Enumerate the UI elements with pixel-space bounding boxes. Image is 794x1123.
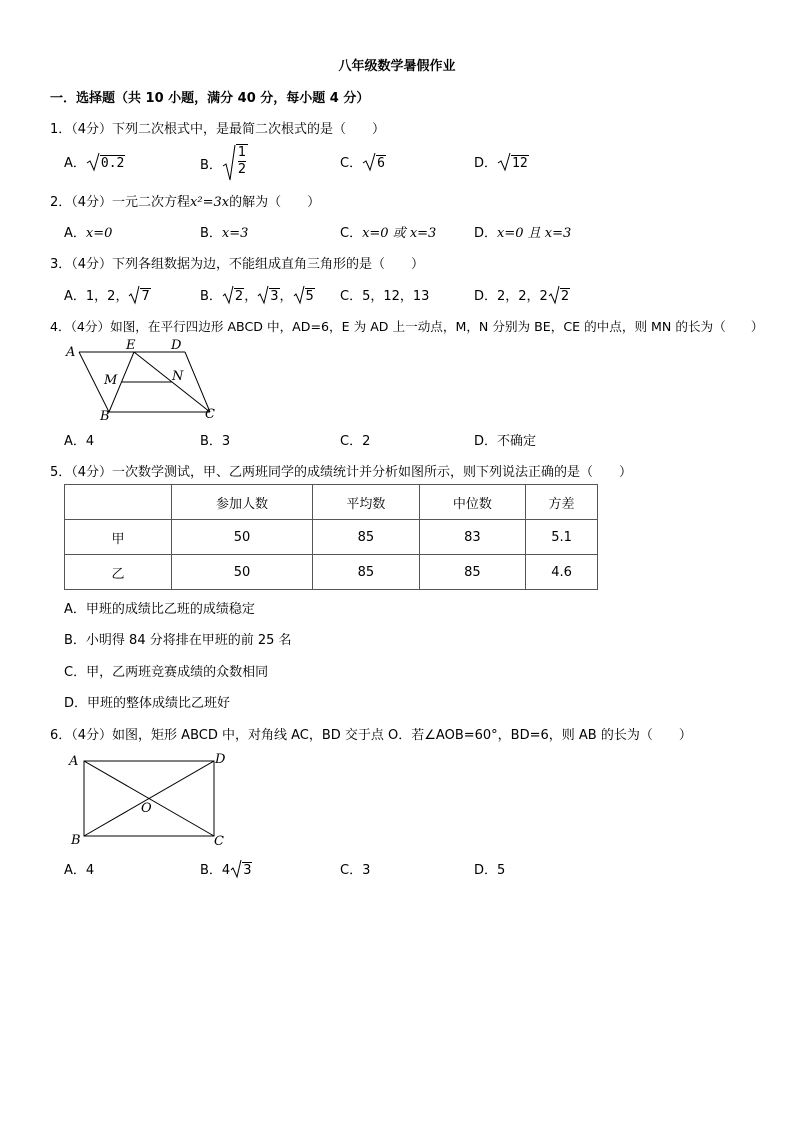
option-letter: C． — [340, 156, 363, 171]
sqrt-symbol — [548, 285, 560, 305]
option-letter: D． — [474, 863, 498, 878]
q1-option-c[interactable] — [340, 152, 386, 172]
label-m: M — [104, 373, 118, 388]
option-letter: A． — [64, 863, 86, 878]
q5-option-c[interactable]: C．甲，乙两班竞赛成绩的众数相同 — [64, 665, 269, 680]
option-letter: C． — [340, 863, 363, 878]
table-row — [65, 520, 598, 555]
separator: ， — [244, 289, 258, 304]
edge-dc — [185, 352, 210, 412]
q3-option-a[interactable] — [64, 285, 151, 305]
option-letter: A． — [64, 156, 86, 171]
option-text: 3 — [362, 863, 371, 878]
table-cell: 83 — [419, 520, 526, 555]
q4-parallelogram-figure — [60, 338, 225, 423]
q4-option-b[interactable] — [200, 430, 230, 449]
sqrt-symbol — [128, 285, 140, 305]
option-letter: D． — [474, 289, 498, 304]
sqrt-symbol — [362, 152, 386, 172]
option-letter: D． — [474, 156, 498, 171]
label-n: N — [172, 369, 184, 384]
label-b: B — [100, 409, 110, 423]
radicand: 6 — [377, 156, 385, 171]
radicand: 7 — [141, 289, 150, 304]
option-letter: D． — [474, 226, 498, 241]
sqrt-symbol — [497, 152, 529, 172]
option-text: x=0 或 x=3 — [362, 226, 437, 241]
q6-option-b[interactable] — [200, 859, 252, 879]
sqrt-symbol — [230, 859, 242, 879]
option-letter: C． — [340, 434, 363, 449]
table-cell: 85 — [419, 555, 526, 590]
q5-option-a[interactable]: A．甲班的成绩比乙班的成绩稳定 — [64, 602, 255, 617]
q3-option-d[interactable] — [474, 285, 570, 305]
label-b: B — [71, 833, 81, 848]
option-prefix: 4 — [221, 863, 231, 878]
option-prefix: 2，2，2 — [497, 289, 548, 304]
sqrt-symbol — [222, 285, 234, 305]
q4-stem: 4．（4分）如图，在平行四边形 ABCD 中，AD=6，E 为 AD 上一动点，M，N 分别为 BE，CE 的中点，则 MN 的长为（ ） — [50, 319, 764, 334]
q3-option-c[interactable] — [340, 285, 429, 304]
q2-option-b[interactable] — [200, 222, 248, 241]
option-letter: A． — [64, 226, 86, 241]
q1-stem: 1．（4分）下列二次根式中，是最简二次根式的是（ ） — [50, 122, 386, 137]
radicand: 3 — [243, 863, 252, 878]
option-text: 2 — [362, 434, 371, 449]
label-d: D — [171, 338, 182, 353]
table-cell: 50 — [172, 555, 313, 590]
q6-stem: 6．（4分）如图，矩形 ABCD 中，对角线 AC，BD 交于点 O．若∠AOB=60°，BD=6，则 AB 的长为（ ） — [50, 728, 692, 743]
table-cell: 5.1 — [526, 520, 598, 555]
page-title: 八年级数学暑假作业 — [338, 59, 456, 74]
q6-option-d[interactable] — [474, 859, 505, 878]
radicand: 0.2 — [100, 156, 125, 171]
option-text: 不确定 — [497, 434, 537, 449]
q5-option-b[interactable]: B．小明得 84 分将排在甲班的前 25 名 — [64, 633, 292, 648]
q2-option-c[interactable] — [340, 222, 436, 241]
option-letter: A． — [64, 434, 86, 449]
radicand: 5 — [305, 289, 314, 304]
table-cell: 4.6 — [526, 555, 598, 590]
radicand: 3 — [270, 289, 279, 304]
option-letter: B． — [200, 226, 222, 241]
option-text: x=0 — [85, 226, 113, 241]
q4-option-c[interactable] — [340, 430, 370, 449]
q2-stem-suffix: 的解为（ ） — [229, 195, 321, 210]
q2-option-a[interactable] — [64, 222, 112, 241]
table-cell: 50 — [172, 520, 313, 555]
radicand: 12 — [512, 156, 528, 171]
q1-option-b[interactable] — [200, 144, 248, 182]
q4-option-a[interactable] — [64, 430, 94, 449]
q5-stats-table — [64, 484, 598, 590]
table-row — [65, 555, 598, 590]
option-letter: A． — [64, 289, 86, 304]
table-cell: 乙 — [65, 555, 172, 590]
q2-stem — [50, 191, 320, 210]
label-c: C — [214, 834, 224, 849]
q3-stem: 3．（4分）下列各组数据为边，不能组成直角三角形的是（ ） — [50, 257, 425, 272]
table-cell: 85 — [313, 555, 420, 590]
radicand: 2 — [234, 289, 244, 304]
q6-option-c[interactable] — [340, 859, 370, 878]
table-header-cell — [65, 485, 172, 520]
label-a: A — [66, 345, 76, 360]
section-heading: 一．选择题（共 10 小题，满分 40 分，每小题 4 分） — [50, 91, 370, 106]
q6-option-a[interactable] — [64, 859, 94, 878]
denominator: 2 — [237, 162, 247, 177]
table-header-cell: 平均数 — [313, 485, 420, 520]
label-o: O — [141, 801, 152, 816]
q2-option-d[interactable] — [474, 222, 571, 241]
separator: ， — [279, 289, 293, 304]
option-letter: C． — [340, 226, 363, 241]
option-prefix: 1，2， — [85, 289, 129, 304]
table-header-cell: 方差 — [526, 485, 598, 520]
label-a: A — [69, 754, 79, 769]
table-header-row — [65, 485, 598, 520]
q3-option-b[interactable] — [200, 285, 315, 305]
q5-option-d[interactable]: D．甲班的整体成绩比乙班好 — [64, 696, 231, 711]
option-text: 5，12，13 — [362, 289, 430, 304]
option-text: 3 — [221, 434, 231, 449]
table-header-cell: 参加人数 — [172, 485, 313, 520]
q4-option-d[interactable] — [474, 430, 536, 449]
label-d: D — [215, 752, 226, 767]
table-cell: 85 — [313, 520, 420, 555]
option-letter: B． — [200, 158, 222, 173]
option-letter: B． — [200, 289, 222, 304]
q2-stem-prefix: 2．（4分）一元二次方程 — [50, 195, 191, 210]
sqrt-symbol — [86, 152, 125, 172]
q2-equation: x²=3x — [190, 195, 230, 210]
radicand: 2 — [560, 289, 570, 304]
option-text: x=0 且 x=3 — [497, 226, 572, 241]
table-cell: 甲 — [65, 520, 172, 555]
option-text: x=3 — [221, 226, 249, 241]
q6-rectangle-figure — [64, 750, 234, 850]
q5-stem: 5．（4分）一次数学测试，甲、乙两班同学的成绩统计并分析如图所示，则下列说法正确的是（ ） — [50, 465, 633, 480]
label-e: E — [126, 338, 136, 353]
numerator: 1 — [237, 145, 247, 160]
option-letter: D． — [474, 434, 498, 449]
label-c: C — [205, 407, 215, 422]
fraction — [236, 144, 248, 178]
table-header-cell: 中位数 — [419, 485, 526, 520]
sqrt-symbol — [257, 285, 269, 305]
q1-option-d[interactable] — [474, 152, 529, 172]
option-letter: B． — [200, 863, 222, 878]
option-text: 5 — [497, 863, 506, 878]
option-text: 4 — [85, 863, 95, 878]
q1-option-a[interactable] — [64, 152, 125, 172]
option-text: 4 — [85, 434, 95, 449]
option-letter: B． — [200, 434, 222, 449]
sqrt-symbol — [293, 285, 305, 305]
option-letter: C． — [340, 289, 363, 304]
